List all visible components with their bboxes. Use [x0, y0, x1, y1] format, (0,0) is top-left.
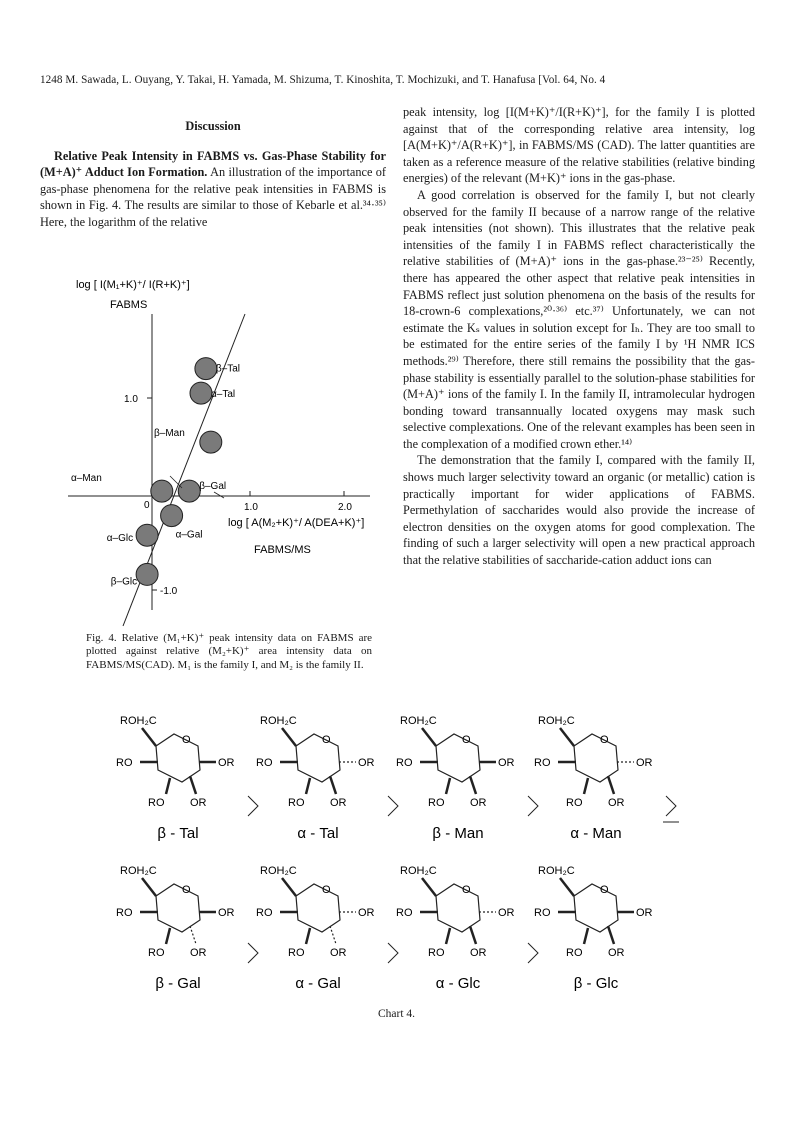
- figure-4-plot: [40, 270, 390, 630]
- data-point: [136, 524, 158, 546]
- ch2or-bond: [142, 878, 156, 896]
- ch2or-group: ROH₂C: [120, 865, 157, 877]
- left-column: [40, 118, 386, 231]
- c3-substituent: RO: [566, 797, 583, 809]
- c3-substituent: RO: [288, 797, 305, 809]
- y-axis-label: log [ I(M₁+K)⁺/ I(R+K)⁺]: [76, 279, 190, 291]
- data-point: [161, 505, 183, 527]
- data-point: [178, 480, 200, 502]
- chart-4-structures: [0, 700, 793, 1030]
- ring-oxygen: O: [182, 734, 191, 746]
- structure-name: β - Tal: [157, 825, 199, 842]
- structure-name: β - Glc: [573, 975, 619, 992]
- c3-substituent: RO: [428, 947, 445, 959]
- point-label: α–Gal: [175, 529, 203, 541]
- saccharide-structure: [534, 865, 653, 992]
- saccharide-structure: [396, 715, 515, 842]
- c3-bond: [166, 778, 170, 794]
- structure-name: α - Man: [570, 825, 622, 842]
- pyranose-ring: [296, 734, 340, 782]
- saccharide-structure: [116, 865, 235, 992]
- pyranose-ring: [296, 884, 340, 932]
- anomeric-substituent: OR: [636, 757, 653, 769]
- greater-than-symbol: [666, 796, 676, 816]
- c3-bond: [584, 778, 588, 794]
- ring-oxygen: O: [322, 884, 331, 896]
- anomeric-substituent: OR: [498, 757, 515, 769]
- c2-bond: [330, 776, 336, 794]
- ch2or-group: ROH₂C: [538, 715, 575, 727]
- ch2or-group: ROH₂C: [260, 865, 297, 877]
- pyranose-ring: [156, 734, 200, 782]
- c4-substituent: RO: [116, 757, 133, 769]
- c3-substituent: RO: [288, 947, 305, 959]
- c2-bond: [470, 926, 476, 944]
- ch2or-group: ROH₂C: [538, 865, 575, 877]
- anomeric-substituent: OR: [636, 907, 653, 919]
- greater-than-symbol: [388, 796, 398, 816]
- y-tick-label-m1: -1.0: [160, 586, 178, 597]
- c2-substituent: OR: [470, 797, 487, 809]
- c2-bond: [190, 926, 196, 944]
- paragraph-3: A good correlation is observed for the family I, but not clearly observed for the family II because of a narrow range of the relative peak intensities (not shown). This illustrates that the relative peak intensities of the family I in FABMS reflect characteristically the relative stabilities of (M+A)⁺ ions in the gas-phase.²³⁻²⁵⁾ Recently, there has appeared the other aspect that relative peak intensities in FABMS reflect just solution phenomena on the basis of the results for 18-crown-6 complexations,²⁰·³⁶⁾ etc.³⁷⁾ Unfortunately, we can not estimate the Kₛ values in solution except for Iₕ. They are too small to be estimated for the entire series of the family I by ¹H NMR ICS methods.²⁹⁾ Therefore, there still remains the possibility that the gas-phase stability is essentially parallel to the solution-phase stabilities for (M+A)⁺ ions of the family I. In the family II, intramolecular hydrogen bonding toward transannually located oxygens may mask such selective complexations. One of the relevant examples has been seen in the complexation of a modified crown ether.¹⁴⁾: [403, 187, 755, 451]
- pyranose-ring: [436, 884, 480, 932]
- c3-bond: [166, 928, 170, 944]
- running-header: 1248 M. Sawada, L. Ouyang, Y. Takai, H. Yamada, M. Shizuma, T. Kinoshita, T. Mochizuki, and T. Hanafusa [Vol. 64, No. 4: [40, 74, 606, 86]
- c4-substituent: RO: [116, 907, 133, 919]
- c3-bond: [446, 928, 450, 944]
- structure-name: α - Glc: [435, 975, 481, 992]
- structure-name: α - Tal: [297, 825, 339, 842]
- greater-than-symbol: [528, 796, 538, 816]
- x-tick-label-1: 1.0: [244, 502, 258, 513]
- right-column: [403, 104, 755, 569]
- ch2or-group: ROH₂C: [120, 715, 157, 727]
- ch2or-group: ROH₂C: [400, 715, 437, 727]
- data-point: [190, 382, 212, 404]
- ch2or-bond: [142, 728, 156, 746]
- point-label: β–Gal: [199, 481, 227, 493]
- anomeric-substituent: OR: [498, 907, 515, 919]
- data-point: [151, 480, 173, 502]
- section-heading: Discussion: [185, 119, 241, 133]
- c4-substituent: RO: [256, 757, 273, 769]
- point-label: α–Tal: [211, 389, 236, 401]
- data-points: [71, 358, 240, 588]
- c4-substituent: RO: [396, 757, 413, 769]
- c4-substituent: RO: [256, 907, 273, 919]
- point-label: α–Man: [71, 473, 102, 485]
- saccharide-structure: [256, 715, 375, 842]
- pyranose-ring: [436, 734, 480, 782]
- c2-bond: [330, 926, 336, 944]
- origin-label: 0: [144, 500, 150, 511]
- point-label: β–Glc: [110, 576, 138, 588]
- c2-bond: [470, 776, 476, 794]
- c3-substituent: RO: [148, 947, 165, 959]
- ch2or-bond: [282, 728, 296, 746]
- ch2or-bond: [282, 878, 296, 896]
- c3-substituent: RO: [148, 797, 165, 809]
- paragraph-2: peak intensity, log [I(M+K)⁺/I(R+K)⁺], for the family I is plotted against that of the corresponding relative area intensity, log [A(M+K)⁺/A(R+K)⁺], in FABMS/MS (CAD). The latter quantities are taken as a reference measure of the relative stabilities (relative binding energies) of the relevant (M+K)⁺ ions in the gas-phase.: [403, 105, 755, 186]
- c3-bond: [446, 778, 450, 794]
- pyranose-ring: [574, 884, 618, 932]
- saccharide-structure: [396, 865, 515, 992]
- c3-bond: [306, 928, 310, 944]
- c2-bond: [608, 926, 614, 944]
- c4-substituent: RO: [396, 907, 413, 919]
- paragraph-1: [40, 148, 386, 231]
- c3-substituent: RO: [566, 947, 583, 959]
- ring-oxygen: O: [600, 884, 609, 896]
- c2-bond: [190, 776, 196, 794]
- c2-substituent: OR: [190, 797, 207, 809]
- saccharide-structure: [534, 715, 653, 842]
- figure-caption: Fig. 4. Relative (M₁+K)⁺ peak intensity data on FABMS are plotted against relative (M₂+K)⁺ area intensity data on FABMS/MS(CAD). M₁ is the family I, and M₂ is the family II.: [86, 632, 372, 671]
- anomeric-substituent: OR: [218, 757, 235, 769]
- x-axis-label: log [ A(M₂+K)⁺/ A(DEA+K)⁺]: [228, 517, 365, 529]
- data-point: [195, 358, 217, 380]
- ring-oxygen: O: [322, 734, 331, 746]
- ch2or-group: ROH₂C: [260, 715, 297, 727]
- greater-than-symbol: [248, 796, 258, 816]
- ch2or-bond: [422, 878, 436, 896]
- ch2or-bond: [560, 878, 574, 896]
- structure-name: β - Man: [432, 825, 484, 842]
- ring-oxygen: O: [462, 884, 471, 896]
- c2-substituent: OR: [330, 797, 347, 809]
- anomeric-substituent: OR: [218, 907, 235, 919]
- point-label: β–Tal: [215, 363, 241, 375]
- runin-heading: Relative Peak Intensity in FABMS vs. Gas-Phase Stability for (M+A)⁺ Adduct Ion Formation.: [40, 148, 386, 180]
- point-label: α–Glc: [106, 533, 134, 545]
- c4-substituent: RO: [534, 757, 551, 769]
- c3-substituent: RO: [428, 797, 445, 809]
- data-point: [136, 563, 158, 585]
- ch2or-group: ROH₂C: [400, 865, 437, 877]
- c3-bond: [306, 778, 310, 794]
- c2-substituent: OR: [608, 797, 625, 809]
- c2-substituent: OR: [190, 947, 207, 959]
- chart-4-label: Chart 4.: [377, 1008, 416, 1020]
- anomeric-substituent: OR: [358, 907, 375, 919]
- c3-bond: [584, 928, 588, 944]
- pyranose-ring: [574, 734, 618, 782]
- y-axis-sublabel: FABMS: [110, 299, 148, 311]
- ring-oxygen: O: [462, 734, 471, 746]
- c2-substituent: OR: [330, 947, 347, 959]
- point-label: β–Man: [154, 428, 185, 440]
- c4-substituent: RO: [534, 907, 551, 919]
- greater-than-symbol: [388, 943, 398, 963]
- structure-name: α - Gal: [295, 975, 341, 992]
- ch2or-bond: [560, 728, 574, 746]
- structure-name: β - Gal: [155, 975, 201, 992]
- anomeric-substituent: OR: [358, 757, 375, 769]
- greater-than-symbol: [248, 943, 258, 963]
- saccharide-structure: [116, 715, 235, 842]
- c2-substituent: OR: [608, 947, 625, 959]
- data-point: [200, 431, 222, 453]
- paragraph-4: The demonstration that the family I, compared with the family II, shows much larger selectivity toward an organic (or metallic) cation is practically important for wider applications of FABMS. Permethylation of saccharides would also provide the increase of electron densities on the oxygen atoms for good complexation. The finding of such a larger selectivity will open a new practical approach that the relative stabilities of saccharide-cation adduct ions can: [403, 453, 755, 568]
- ring-oxygen: O: [182, 884, 191, 896]
- ring-oxygen: O: [600, 734, 609, 746]
- x-tick-label-2: 2.0: [338, 502, 352, 513]
- y-tick-label-1: 1.0: [124, 394, 138, 405]
- alpha-gal-leader: [214, 492, 224, 498]
- paragraph-1-text: An illustration of the importance of gas-phase phenomena for the relative peak intensities in FABMS is shown in Fig. 4. The results are similar to those of Kebarle et al.³⁴·³⁵⁾ Here, the logarithm of the relative: [40, 165, 386, 229]
- greater-than-symbol: [528, 943, 538, 963]
- saccharide-structure: [256, 865, 375, 992]
- x-axis-sublabel: FABMS/MS: [254, 544, 311, 556]
- c2-substituent: OR: [470, 947, 487, 959]
- c2-bond: [608, 776, 614, 794]
- pyranose-ring: [156, 884, 200, 932]
- ch2or-bond: [422, 728, 436, 746]
